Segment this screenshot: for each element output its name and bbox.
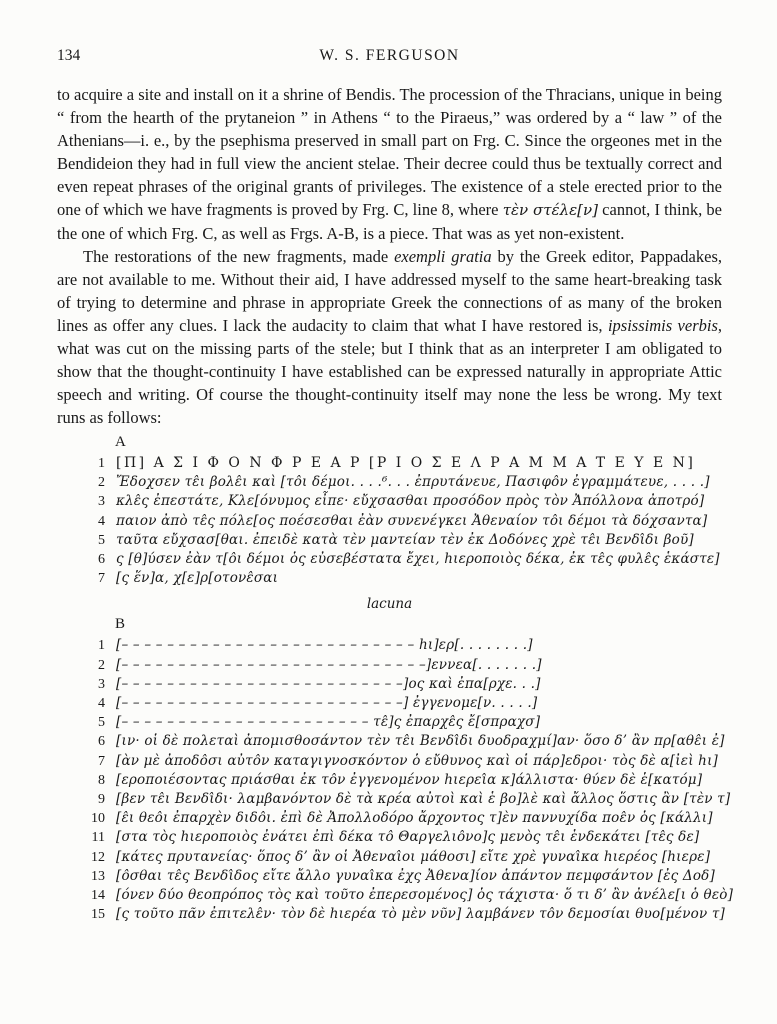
fragment-b-line-1 [57, 636, 722, 655]
latin-phrase-exempli-gratia: exempli gratia [394, 247, 492, 266]
fragment-b-line-14 [57, 886, 734, 905]
line-number: 14 [91, 888, 105, 904]
greek-text: παιον ἀπὸ τε̂ς πόλε[ος ποέσεσθαι ἐὰν συνενέγκει Ἀθεναίον το̂ι δέμοι τὰ δόχσαντα] [116, 512, 708, 529]
line-number: 1 [98, 638, 105, 654]
line-number: 15 [91, 907, 105, 923]
greek-text: ταῦτα εὔχσασ[θαι. ἐπειδὲ κατὰ τὲν μαντείαν τὲν ἐκ Δοδόνες χρὲ τε̂ι Βενδι̂δι βοῦ] [116, 531, 694, 548]
fragment-b-line-6 [57, 732, 725, 751]
page-number: 134 [57, 47, 81, 64]
fragment-a-line-3 [57, 492, 722, 511]
paragraph-2-text-cont: by the Greek editor, Pappadakes, are not available to me. Without their aid, I have addressed myself to the same heart-breaking task of trying to determine and phrase in appropriate Greek the connections of as many of the broken lines as offer any clues. I lack the audacity to claim that what I have restored is, [57, 247, 722, 335]
fragment-b-line-7 [57, 752, 722, 771]
line-number: 3 [98, 676, 105, 692]
line-number: 3 [98, 494, 105, 510]
fragment-a-line-5 [57, 531, 722, 550]
greek-text: [Π] Α Σ Ι Φ Ο Ν Φ Ρ Ε Α Ρ [Ρ Ι Ο Σ Ε Λ Ρ Α Μ Μ Α Τ Ε Υ Ε Ν] [116, 455, 696, 471]
greek-text: [– – – – – – – – – – – – – – – – – – – – – – τε̂]ς ἐπαρχε̂ς ἔ[σπραχσ] [116, 714, 541, 731]
greek-text: κλε̂ς ἐπεστάτε, Κλε[όνυμος εἶπε· εὔχσασθαι προσόδον πρὸς τὸν Ἀπόλλονα ἀποτρό] [116, 493, 705, 510]
fragment-b-line-15 [57, 905, 725, 924]
line-number: 6 [98, 552, 105, 568]
fragment-b-line-11 [57, 828, 722, 847]
fragment-a-line-6 [57, 550, 722, 569]
running-head [57, 46, 722, 66]
lacuna-note: lacuna [366, 596, 413, 613]
greek-text: [στα τὸς hιεροποιὸς ἐνάτει ἐπὶ δέκα το̂ Θαργελιο̂νο]ς μενὸς τε̂ι ἑνδεκάτει [τε̂ς δε] [116, 829, 700, 846]
line-number: 10 [91, 811, 105, 827]
line-number: 12 [91, 849, 105, 865]
line-number: 8 [98, 772, 105, 788]
line-number: 4 [98, 696, 105, 712]
line-number: 1 [98, 456, 105, 471]
fragment-b-line-8 [57, 771, 722, 790]
fragment-a-label: A [115, 434, 126, 450]
line-number: 2 [98, 657, 105, 673]
paragraph-2-text: The restorations of the new fragments, made [83, 247, 395, 266]
line-number: 4 [98, 513, 105, 529]
greek-text: [ιν· οἱ δὲ πολεταὶ ἀπομισθοσάντον τὲν τε̂ι Βενδι̂δι δυοδραχμί]αν· ὅσο δ’ ἂν πρ[αθε̂ι ἐ] [116, 733, 725, 750]
line-number: 7 [98, 571, 105, 587]
paragraph-2-text-end: , what was cut on the missing parts of the stele; but I think that as an interpreter I am obligated to show that the thought-continuity I have established can be expressed naturally in appropriate Attic speech and writing. Of course the thought-continuity itself may none the less be wrong. My text runs as follows: [57, 316, 722, 427]
greek-text: [– – – – – – – – – – – – – – – – – – – – – – – – –] ἐγγενομε[ν. . . . .] [116, 695, 538, 712]
greek-text: [ς ἕν]α, χ[ε]ρ[οτονε̂σαι [116, 570, 279, 587]
fragment-b-label: B [115, 616, 126, 633]
line-number: 6 [98, 734, 105, 750]
paragraph-2 [57, 245, 722, 429]
fragment-b-line-13 [57, 867, 722, 886]
line-number: 13 [91, 868, 105, 884]
greek-text: [όνεν δύο θεοπρόπος τὸς καὶ τοῦτο ἐπερεσομένος] ὁς τάχιστα· ὅ τι δ’ ἂν ἀνέλε[ι ὁ θεὸ] [116, 887, 734, 904]
fragment-b-line-9 [57, 790, 731, 809]
greek-text: Ἔδοχσεν τε̂ι βολε̂ι καὶ [το̂ι δέμοι. . . .⁶. . . ἐπρυτάνευε, Πασιφο̂ν ἐγραμμάτευε, . . . .] [116, 474, 710, 491]
fragment-b-line-12 [57, 848, 722, 867]
line-number: 7 [98, 753, 105, 769]
latin-phrase-ipsissimis-verbis: ipsissimis verbis [607, 316, 718, 335]
greek-text: [ο̂σθαι τε̂ς Βενδι̂δος εἴτε ἄλλο γυναι̂κα ἐχς Ἀθενα]ίον ἁπάντον πεμφσάντον [ἐς Δοδ] [116, 867, 715, 884]
greek-text: [ὰν μὲ ἀποδο̂σι αὐτο̂ν καταγιγνοσκόντον ὁ εὔθυνος καὶ οἱ πάρ]εδροι· τὸς δὲ α[ἰεὶ hι] [116, 752, 719, 769]
fragment-a-line-4 [57, 512, 722, 531]
running-head-author: W. S. FERGUSON [319, 47, 460, 64]
fragment-b-line-10 [57, 809, 722, 828]
fragment-b-line-4 [57, 694, 722, 713]
line-number: 5 [98, 715, 105, 731]
paragraph-1-greek-phrase: τὲν στέλε[ν] [502, 201, 598, 219]
fragment-b-line-2 [57, 656, 722, 675]
paragraph-1-text-cont: cannot, I think, be the one of which Frg. C, as well as Frgs. A-B, is a piece. That was as yet non-existent. [57, 200, 723, 243]
fragment-a-line-1 [57, 454, 722, 473]
fragment-b-line-3 [57, 675, 722, 694]
fragment-a-line-7 [57, 569, 722, 588]
greek-text: [– – – – – – – – – – – – – – – – – – – – – – – – – – –]εννεα[. . . . . . .] [116, 656, 542, 673]
greek-text: [βεν τε̂ι Βενδι̂δι· λαμβανόντον δὲ τὰ κρέα αὐτοὶ καὶ ἑ βο]λὲ καὶ ἄλλος ὅστις ἂν [τὲν τ] [116, 791, 731, 808]
line-number: 11 [91, 830, 105, 846]
greek-text: [– – – – – – – – – – – – – – – – – – – – – – – – – – hι]ερ[. . . . . . . .] [116, 637, 533, 654]
paragraph-1-text: to acquire a site and install on it a shrine of Bendis. The procession of the Thracians, unique in being “ from the hearth of the prytaneion ” in Athens “ to the Piraeus,” was ordered by a “ law ” of the Athenians—i. e., by the psephisma preserved in small part on Frg. C. Since the orgeones met in the Bendideion they had in full view the ancient stelae. Their decree could thus be textually correct and even repeat phrases of the original grants of privileges. The existence of a stele erected prior to the one of which we have fragments is proved by Frg. C, line 8, where [57, 85, 722, 219]
greek-text: [ε̂ι θεο̂ι ἐπαρχὲν διδο̂ι. ἐπὶ δὲ Ἀπολλοδόρο ἄρχοντος τ]ὲν παννυχίδα ποε̂ν ὁς [κάλλι] [116, 810, 713, 827]
greek-text: [– – – – – – – – – – – – – – – – – – – – – – – – –]ος καὶ ἐπα[ρχε. . .] [116, 675, 541, 692]
greek-text: [εροποιέσοντας πριάσθαι ἐκ το̂ν ἐγγενομένον hιερει̂α κ]άλλιστα· θύεν δὲ ἑ[κατόμ] [116, 771, 703, 788]
fragment-b-line-5 [57, 713, 722, 732]
fragment-a-line-2 [57, 473, 722, 492]
greek-text: ς [θ]ύσεν ἐὰν τ[ο̂ι δέμοι ὁς εὐσεβέστατα ἔχει, hιεροποιὸς δέκα, ἐκ τε̂ς φυλε̂ς ἑκάστε] [116, 551, 720, 568]
greek-text: [κάτες πρυτανείας· ὅπος δ’ ἂν οἱ Ἀθεναι̂οι μάθοσι] εἴτε χρὲ γυναι̂κα hιερέος [hιερε] [116, 848, 711, 865]
line-number: 9 [98, 792, 105, 808]
greek-text: [ς τοῦτο πᾶν ἐπιτελε̂ν· τὸν δὲ hιερέα τὸ μὲν νῦν] λαμβάνεν το̂ν δεμοσίαι θυο[μένον τ] [116, 906, 725, 923]
line-number: 2 [98, 475, 105, 491]
paragraph-1 [57, 83, 722, 245]
line-number: 5 [98, 532, 105, 548]
